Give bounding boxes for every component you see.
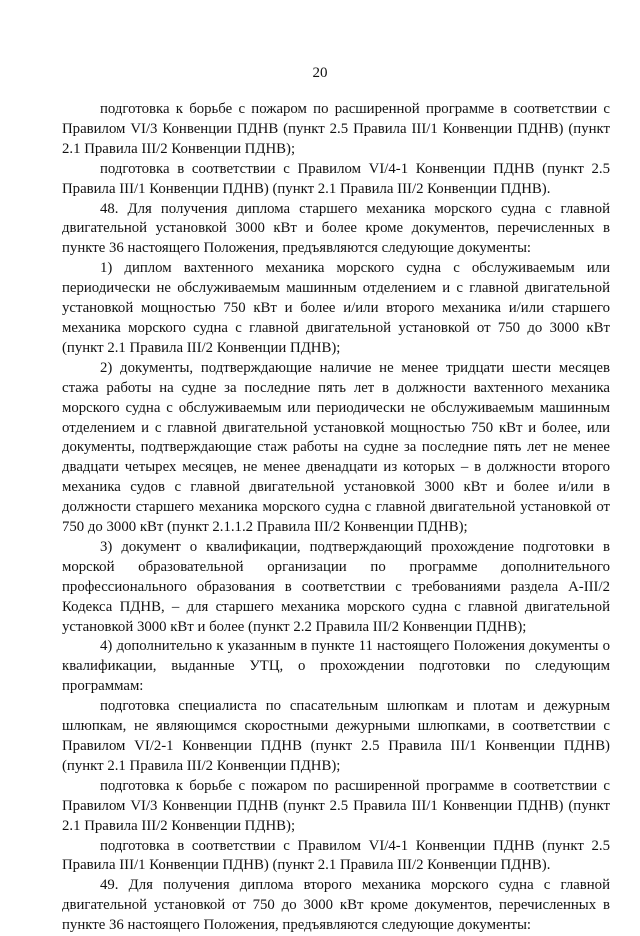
paragraph-48-subitem-4: 4) дополнительно к указанным в пункте 11 настоящего Положения документы о квалификации, выданные УТЦ, о прохождении подготовки по следующим программам: (62, 638, 610, 695)
paragraph-48-subitem-2: 2) документы, подтверждающие наличие не менее тридцати шести месяцев стажа работы на судне за последние пять лет в должности вахтенного механика морского судна с обслуживаемым или периодически не обслуживаемым машинным отделением и с главной двигательной установкой мощностью 750 кВт и более, или документы, подтверждающие стаж работы на судне за последние пять лет не менее двадцати четырех месяцев, не менее двенадцати из которых – в должности второго механика судов с главной двигательной установкой 3000 кВт и более и/или в должности старшего механика морского судна с главной двигательной установкой от 750 до 3000 кВт (пункт 2.1.1.2 Правила III/2 Конвенции ПДНВ); (62, 359, 610, 536)
paragraph-item-49: 49. Для получения диплома второго механика морского судна с главной двигательной установкой от 750 до 3000 кВт кроме документов, перечисленных в пункте 36 настоящего Положения, предъявляются следующие документы: (62, 877, 610, 934)
page-number: 20 (312, 65, 328, 81)
paragraph-vi4-training-2: подготовка в соответствии с Правилом VI/4-1 Конвенции ПДНВ (пункт 2.5 Правила III/1 Конвенции ПДНВ) (пункт 2.1 Правила III/2 Конвенции ПДНВ). (62, 837, 610, 874)
paragraph-48-subitem-3: 3) документ о квалификации, подтверждающий прохождение подготовки в морской образовательной организации по программе дополнительного профессионального образования в соответствии с требованиями раздела А-III/2 Кодекса ПДНВ, – для старшего механика морского судна с главной двигательной установкой 3000 кВт и более (пункт 2.2 Правила III/2 Конвенции ПДНВ); (62, 538, 610, 635)
document-body (62, 100, 610, 936)
paragraph-48-subitem-1: 1) диплом вахтенного механика морского судна с обслуживаемым или периодически не обслуживаемым машинным отделением и с главной двигательной установкой мощностью 750 кВт и более и/или второго механика и/или старшего механика морского судна с главной двигательной установкой от 750 до 3000 кВт (пункт 2.1 Правила III/2 Конвенции ПДНВ); (62, 260, 610, 356)
paragraph-fire-training-2: подготовка к борьбе с пожаром по расширенной программе в соответствии с Правилом VI/3 Конвенции ПДНВ (пункт 2.5 Правила III/1 Конвенции ПДНВ) (пункт 2.1 Правила III/2 Конвенции ПДНВ); (62, 777, 610, 834)
paragraph-vi4-training-1: подготовка в соответствии с Правилом VI/4-1 Конвенции ПДНВ (пункт 2.5 Правила III/1 Конвенции ПДНВ) (пункт 2.1 Правила III/2 Конвенции ПДНВ). (62, 160, 610, 197)
paragraph-lifeboat-training: подготовка специалиста по спасательным шлюпкам и плотам и дежурным шлюпкам, не являющимся скоростными дежурными шлюпками, в соответствии с Правилом VI/2-1 Конвенции ПДНВ (пункт 2.5 Правила III/1 Конвенции ПДНВ) (пункт 2.1 Правила III/2 Конвенции ПДНВ); (62, 698, 610, 774)
paragraph-item-48: 48. Для получения диплома старшего механика морского судна с главной двигательной установкой 3000 кВт и более кроме документов, перечисленных в пункте 36 настоящего Положения, предъявляются следующие документы: (62, 200, 610, 257)
paragraph-fire-training-1: подготовка к борьбе с пожаром по расширенной программе в соответствии с Правилом VI/3 Конвенции ПДНВ (пункт 2.5 Правила III/1 Конвенции ПДНВ) (пункт 2.1 Правила III/2 Конвенции ПДНВ); (62, 101, 610, 157)
